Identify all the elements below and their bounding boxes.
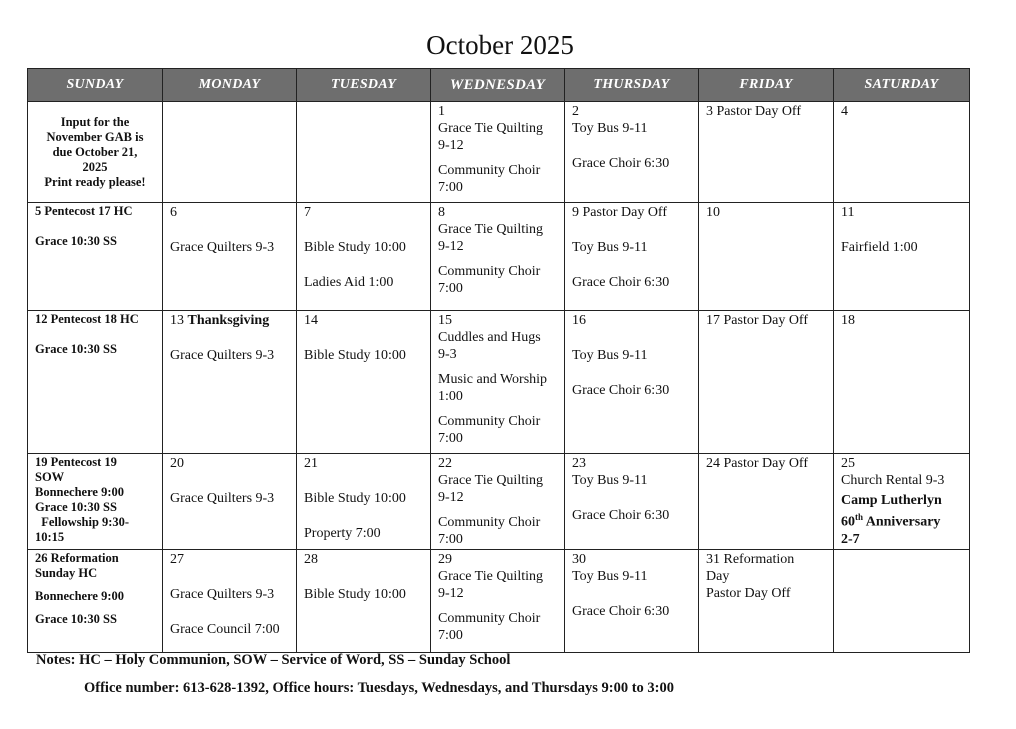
weekday-header-row — [28, 69, 970, 102]
day-cell-empty — [163, 102, 297, 203]
day-cell-oct-13 — [163, 311, 297, 454]
event: SOW — [35, 470, 65, 484]
calendar-title: October 2025 — [426, 30, 574, 60]
event: Bonnechere 9:00 — [35, 485, 124, 499]
day-cell-oct-12 — [28, 311, 163, 454]
event: 12 Pentecost 18 HC — [35, 312, 139, 326]
week-row — [28, 550, 970, 653]
day-cell-oct-28 — [297, 550, 431, 653]
event: 9-12 — [438, 490, 464, 505]
day-cell-oct-18 — [834, 311, 970, 454]
day-cell-oct-7 — [297, 203, 431, 311]
date-number: 27 — [170, 552, 184, 567]
event: 1:00 — [438, 389, 463, 404]
note-line: November GAB is — [46, 130, 144, 144]
event: Community Choir — [438, 414, 541, 429]
date-number: 14 — [304, 313, 318, 328]
event: Property 7:00 — [304, 526, 381, 541]
day-cell-oct-1 — [431, 102, 565, 203]
date-number: 23 — [572, 456, 586, 471]
day-cell-oct-9 — [565, 203, 699, 311]
event: 7:00 — [438, 532, 463, 547]
note-line: due October 21, — [52, 145, 138, 159]
day-cell-oct-4 — [834, 102, 970, 203]
day-cell-oct-23 — [565, 454, 699, 550]
header-thursday: THURSDAY — [565, 69, 699, 102]
event: 19 Pentecost 19 — [35, 455, 117, 469]
event: Bible Study 10:00 — [304, 587, 406, 602]
event: 5 Pentecost 17 HC — [35, 204, 133, 218]
header-monday: MONDAY — [163, 69, 297, 102]
day-cell-oct-11 — [834, 203, 970, 311]
holiday-label: Thanksgiving — [187, 313, 270, 328]
event: Grace 10:30 SS — [35, 342, 117, 356]
date-number: 2 — [572, 104, 579, 119]
header-wednesday: WEDNESDAY — [431, 69, 565, 102]
day-cell-oct-29 — [431, 550, 565, 653]
date-number: 22 — [438, 456, 452, 471]
date-number: 21 — [304, 456, 318, 471]
event: Grace Choir 6:30 — [572, 604, 670, 619]
event: Toy Bus 9-11 — [572, 121, 648, 136]
event-bold: 60th Anniversary — [841, 512, 941, 530]
date-number: 29 — [438, 552, 452, 567]
event: Community Choir — [438, 515, 541, 530]
event: Grace 10:30 SS — [35, 234, 117, 248]
event: 7:00 — [438, 431, 463, 446]
week-row — [28, 454, 970, 550]
event: 9-12 — [438, 239, 464, 254]
event: Toy Bus 9-11 — [572, 473, 648, 488]
event: Church Rental 9-3 — [841, 473, 945, 488]
note-line: Input for the — [60, 115, 130, 129]
date-number: 1 — [438, 104, 445, 119]
event: Grace Tie Quilting — [438, 121, 543, 136]
day-cell-oct-21 — [297, 454, 431, 550]
event: Grace 10:30 SS — [35, 612, 117, 626]
event: Grace Choir 6:30 — [572, 383, 670, 398]
event: Grace Quilters 9-3 — [170, 348, 275, 363]
header-sunday: SUNDAY — [28, 69, 163, 102]
event: Pastor Day Off — [706, 586, 791, 601]
note-line: Print ready please! — [44, 175, 146, 189]
office-info: Office number: 613-628-1392, Office hours: Tuesdays, Wednesdays, and Thursdays 9:00 to 3:00 — [84, 680, 674, 696]
date-number: 20 — [170, 456, 184, 471]
day-cell-oct-24 — [699, 454, 834, 550]
date-number: 30 — [572, 552, 586, 567]
event: 9-12 — [438, 138, 464, 153]
event: Community Choir — [438, 264, 541, 279]
note-line: 2025 — [82, 160, 108, 174]
date-number: 4 — [841, 104, 848, 119]
date-number: 18 — [841, 313, 855, 328]
day-cell-oct-5 — [28, 203, 163, 311]
day-cell-oct-6 — [163, 203, 297, 311]
event: Grace Choir 6:30 — [572, 508, 670, 523]
day-cell-oct-2 — [565, 102, 699, 203]
event: Grace Quilters 9-3 — [170, 491, 275, 506]
day-cell-oct-27 — [163, 550, 297, 653]
event: Bible Study 10:00 — [304, 240, 406, 255]
week-row — [28, 311, 970, 454]
date-number: 25 — [841, 456, 855, 471]
day-cell-oct-16 — [565, 311, 699, 454]
week-row — [28, 102, 970, 203]
day-cell-oct-22 — [431, 454, 565, 550]
date-number: 11 — [841, 205, 855, 220]
event: Bible Study 10:00 — [304, 491, 406, 506]
event: 9-3 — [438, 347, 457, 362]
event: Grace Choir 6:30 — [572, 156, 670, 171]
header-tuesday: TUESDAY — [297, 69, 431, 102]
event: 26 Reformation — [35, 551, 119, 565]
event: Cuddles and Hugs — [438, 330, 541, 345]
date-number: 28 — [304, 552, 318, 567]
date-number: 16 — [572, 313, 586, 328]
event: Grace Quilters 9-3 — [170, 240, 275, 255]
event: Grace Tie Quilting — [438, 222, 543, 237]
day-cell-oct-26 — [28, 550, 163, 653]
event-bold: Camp Lutherlyn — [841, 493, 942, 508]
event: 7:00 — [438, 180, 463, 195]
event: 9-12 — [438, 586, 464, 601]
event: Toy Bus 9-11 — [572, 569, 648, 584]
date-number: 15 — [438, 313, 452, 328]
day-cell-empty — [834, 550, 970, 653]
day-cell-oct-17 — [699, 311, 834, 454]
event: Bible Study 10:00 — [304, 348, 406, 363]
day-cell-oct-20 — [163, 454, 297, 550]
event: Fairfield 1:00 — [841, 240, 918, 255]
header-friday: FRIDAY — [699, 69, 834, 102]
day-cell-oct-30 — [565, 550, 699, 653]
day-cell-oct-25 — [834, 454, 970, 550]
event: Grace Council 7:00 — [170, 622, 280, 637]
gab-deadline-note — [28, 102, 163, 203]
date-number: 13 — [170, 313, 184, 328]
event: Bonnechere 9:00 — [35, 589, 124, 603]
date-number: 10 — [706, 205, 720, 220]
date-line — [170, 312, 289, 329]
event: 3 Pastor Day Off — [706, 104, 802, 119]
day-cell-oct-14 — [297, 311, 431, 454]
event: Community Choir — [438, 611, 541, 626]
event: Ladies Aid 1:00 — [304, 275, 394, 290]
abbreviation-notes: Notes: HC – Holy Communion, SOW – Service of Word, SS – Sunday School — [36, 652, 511, 668]
day-cell-oct-15 — [431, 311, 565, 454]
event: 7:00 — [438, 628, 463, 643]
event: 10:15 — [35, 530, 65, 544]
event: 24 Pastor Day Off — [706, 456, 809, 471]
event: Toy Bus 9-11 — [572, 240, 648, 255]
event: Grace Tie Quilting — [438, 473, 543, 488]
event: Grace Tie Quilting — [438, 569, 543, 584]
day-cell-oct-3 — [699, 102, 834, 203]
day-cell-oct-19 — [28, 454, 163, 550]
event: Grace 10:30 SS — [35, 500, 117, 514]
event: 7:00 — [438, 281, 463, 296]
day-cell-oct-31 — [699, 550, 834, 653]
event-bold: 2-7 — [841, 531, 860, 547]
event: Music and Worship — [438, 372, 548, 387]
day-cell-oct-8 — [431, 203, 565, 311]
event: Grace Choir 6:30 — [572, 275, 670, 290]
event: 9 Pastor Day Off — [572, 205, 668, 220]
event: 17 Pastor Day Off — [706, 313, 809, 328]
day-cell-empty — [297, 102, 431, 203]
event: Sunday HC — [35, 566, 98, 580]
date-number: 7 — [304, 205, 311, 220]
week-row — [28, 203, 970, 311]
date-number: 8 — [438, 205, 445, 220]
date-number: 6 — [170, 205, 177, 220]
header-saturday: SATURDAY — [834, 69, 970, 102]
event: Community Choir — [438, 163, 541, 178]
event: Grace Quilters 9-3 — [170, 587, 275, 602]
day-cell-oct-10 — [699, 203, 834, 311]
calendar-grid — [27, 68, 970, 653]
event: 31 Reformation — [706, 552, 795, 567]
event: Fellowship 9:30- — [35, 515, 130, 529]
event: Toy Bus 9-11 — [572, 348, 648, 363]
event: Day — [706, 569, 730, 584]
